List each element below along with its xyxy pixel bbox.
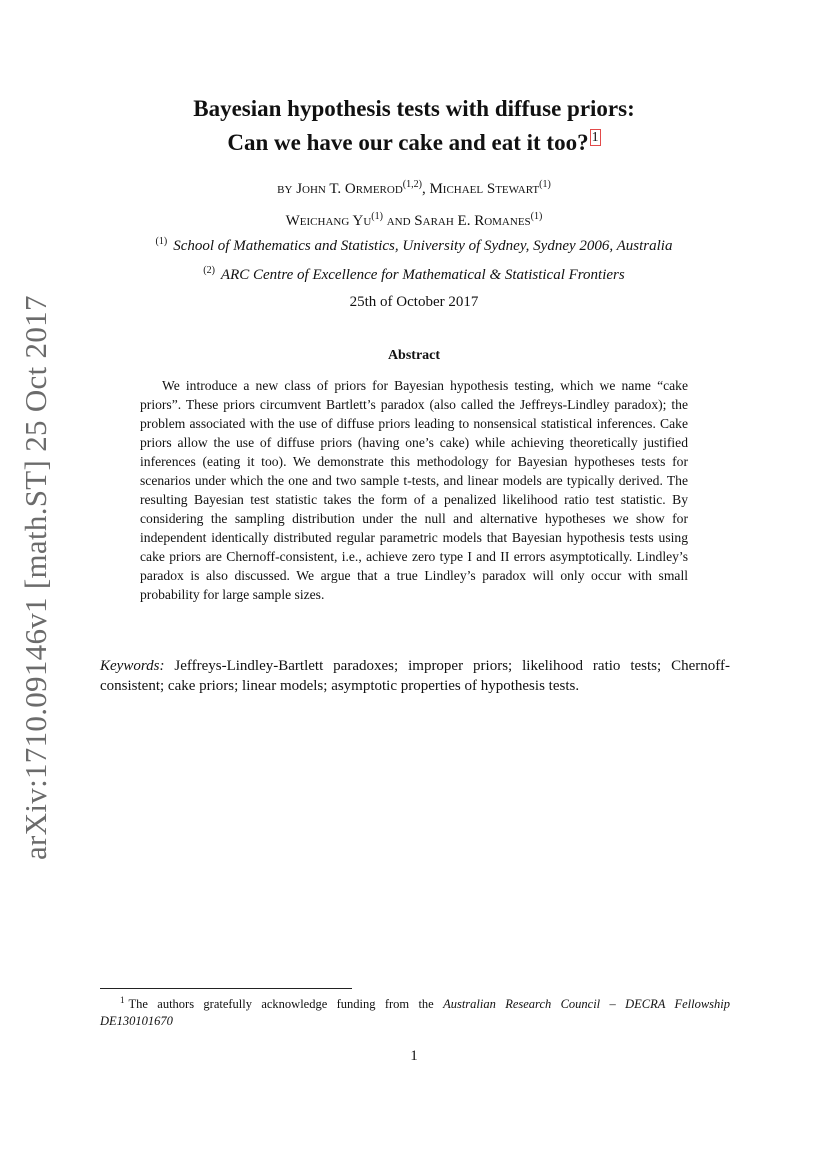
page-number: 1	[410, 1048, 418, 1064]
title-line-1: Bayesian hypothesis tests with diffuse priors:	[193, 96, 635, 121]
title-line-2	[100, 126, 728, 160]
footnote-divider	[100, 988, 352, 989]
arxiv-identifier-stamp: arXiv:1710.09146v1 [math.ST] 25 Oct 2017	[18, 295, 53, 860]
author-by: by	[277, 181, 293, 197]
affiliation-text: ARC Centre of Excellence for Mathematical & Statistical Frontiers	[220, 267, 625, 283]
author-line-2	[100, 203, 728, 235]
paper-title	[100, 92, 728, 160]
footnote-mark: 1	[120, 995, 125, 1005]
paper-date: 25th of October 2017	[349, 294, 479, 310]
author-line-1: by John T. Ormerod$^{(1,2)}$, Michael Stewart$^{(1)}$	[277, 179, 551, 197]
affiliation-mark: (2)	[203, 265, 215, 276]
affiliation-text: School of Mathematics and Statistics, University of Sydney, Sydney 2006, Australia	[173, 238, 673, 254]
author-affiliation-mark: (1)	[539, 179, 551, 190]
affiliation-1	[90, 236, 738, 255]
title-footnote-link[interactable]: 1	[591, 130, 599, 146]
author-affiliation-mark: (1,2)	[402, 179, 422, 190]
keywords	[100, 656, 730, 696]
author-affiliation-mark: (1)	[530, 211, 543, 222]
author-name: Sarah E. Romanes	[414, 213, 531, 229]
affiliation-2	[90, 265, 738, 284]
author-name: John T. Ormerod	[296, 181, 403, 197]
affiliation-mark: (1)	[155, 236, 168, 247]
abstract-body: We introduce a new class of priors for Bayesian hypothesis testing, which we name “cake priors”. These priors circumvent Bartlett’s paradox (also called the Jeffreys-Lindley paradox); the problem associated with the use of diffuse priors leading to nonsensical statistical inferences. Cake priors allow the use of diffuse priors (having one’s cake) while achieving theoretically justified inferences (eating it too). We demonstrate this methodology for Bayesian hypotheses tests for scenarios under which the one and two sample t-tests, and linear models are typically derived. The resulting Bayesian test statistic takes the form of a penalized likelihood ratio test statistic. By considering the sampling distribution under the null and alternative hypotheses we show for independent identically distributed regular parametric models that Bayesian hypothesis tests using cake priors are Chernoff-consistent, i.e., achieve zero type I and II errors asymptotically. Lindley’s paradox is also discussed. We argue that a true Lindley’s paradox will only occur with small probability for large sample sizes.	[140, 378, 688, 602]
keywords-label: Keywords:	[100, 658, 165, 674]
footnote-grant-text: Australian Research Council – DECRA Fellowship DE130101670	[100, 997, 731, 1029]
author-affiliation-mark: (1)	[371, 211, 383, 222]
author-and: and	[386, 213, 411, 229]
abstract-heading: Abstract	[387, 348, 441, 363]
footnote-text: The authors gratefully acknowledge funding from the	[128, 997, 434, 1012]
title-line-2-text: Can we have our cake and eat it too?	[227, 130, 589, 155]
footnote	[100, 992, 730, 1030]
keywords-text: Jeffreys-Lindley-Bartlett paradoxes; improper priors; likelihood ratio tests; Chernoff-consistent; cake priors; linear models; asymptotic properties of hypothesis tests.	[100, 658, 730, 694]
author-list	[100, 171, 728, 235]
author-name: Michael Stewart	[429, 181, 540, 197]
author-name: Weichang Yu	[285, 213, 372, 229]
